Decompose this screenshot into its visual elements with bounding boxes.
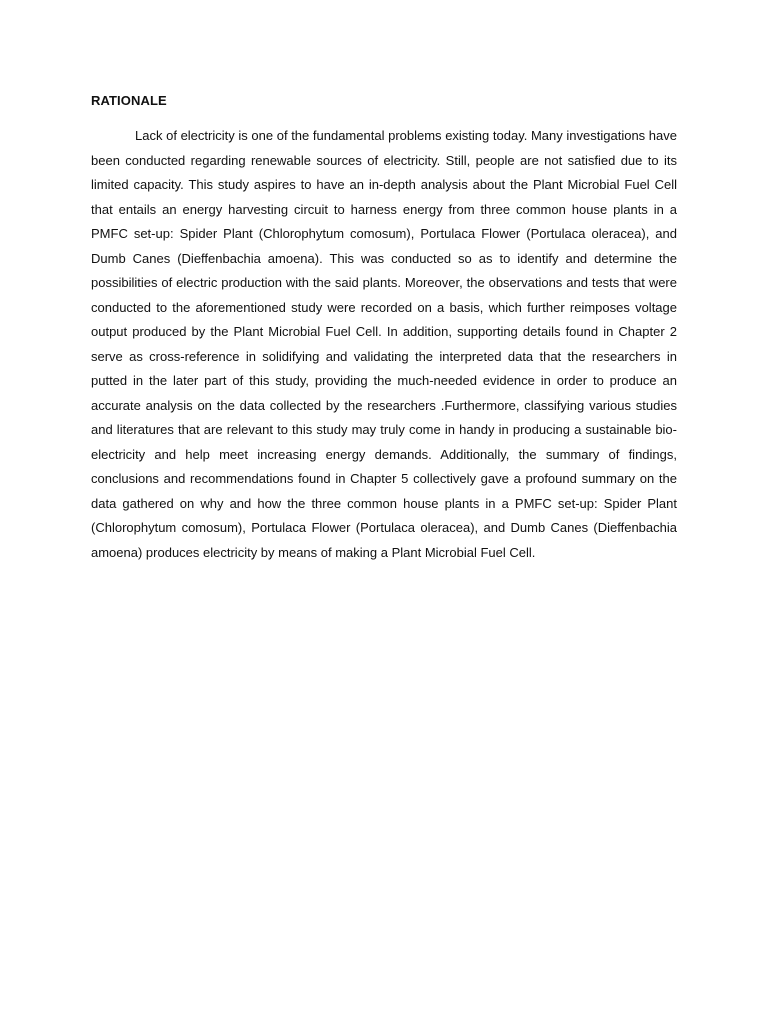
section-heading: RATIONALE [91,93,167,108]
document-content [91,92,677,565]
rationale-paragraph: Lack of electricity is one of the fundamental problems existing today. Many investigations have been conducted regarding renewable sources of electricity. Still, people are not satisfied due to its limited capacity. This study aspires to have an in-depth analysis about the Plant Microbial Fuel Cell that entails an energy harvesting circuit to harness energy from three common house plants in a PMFC set-up: Spider Plant (Chlorophytum comosum), Portulaca Flower (Portulaca oleracea), and Dumb Canes (Dieffenbachia amoena). This was conducted so as to identify and determine the possibilities of electric production with the said plants. Moreover, the observations and tests that were conducted to the aforementioned study were recorded on a basis, which further reimposes voltage output produced by the Plant Microbial Fuel Cell. In addition, supporting details found in Chapter 2 serve as cross-reference in solidifying and validating the interpreted data that the researchers in putted in the later part of this study, providing the much-needed evidence in order to produce an accurate analysis on the data collected by the researchers .Furthermore, classifying various studies and literatures that are relevant to this study may truly come in handy in producing a sustainable bio-electricity and help meet increasing energy demands. Additionally, the summary of findings, conclusions and recommendations found in Chapter 5 collectively gave a profound summary on the data gathered on why and how the three common house plants in a PMFC set-up: Spider Plant (Chlorophytum comosum), Portulaca Flower (Portulaca oleracea), and Dumb Canes (Dieffenbachia amoena) produces electricity by means of making a Plant Microbial Fuel Cell. [91,128,677,560]
